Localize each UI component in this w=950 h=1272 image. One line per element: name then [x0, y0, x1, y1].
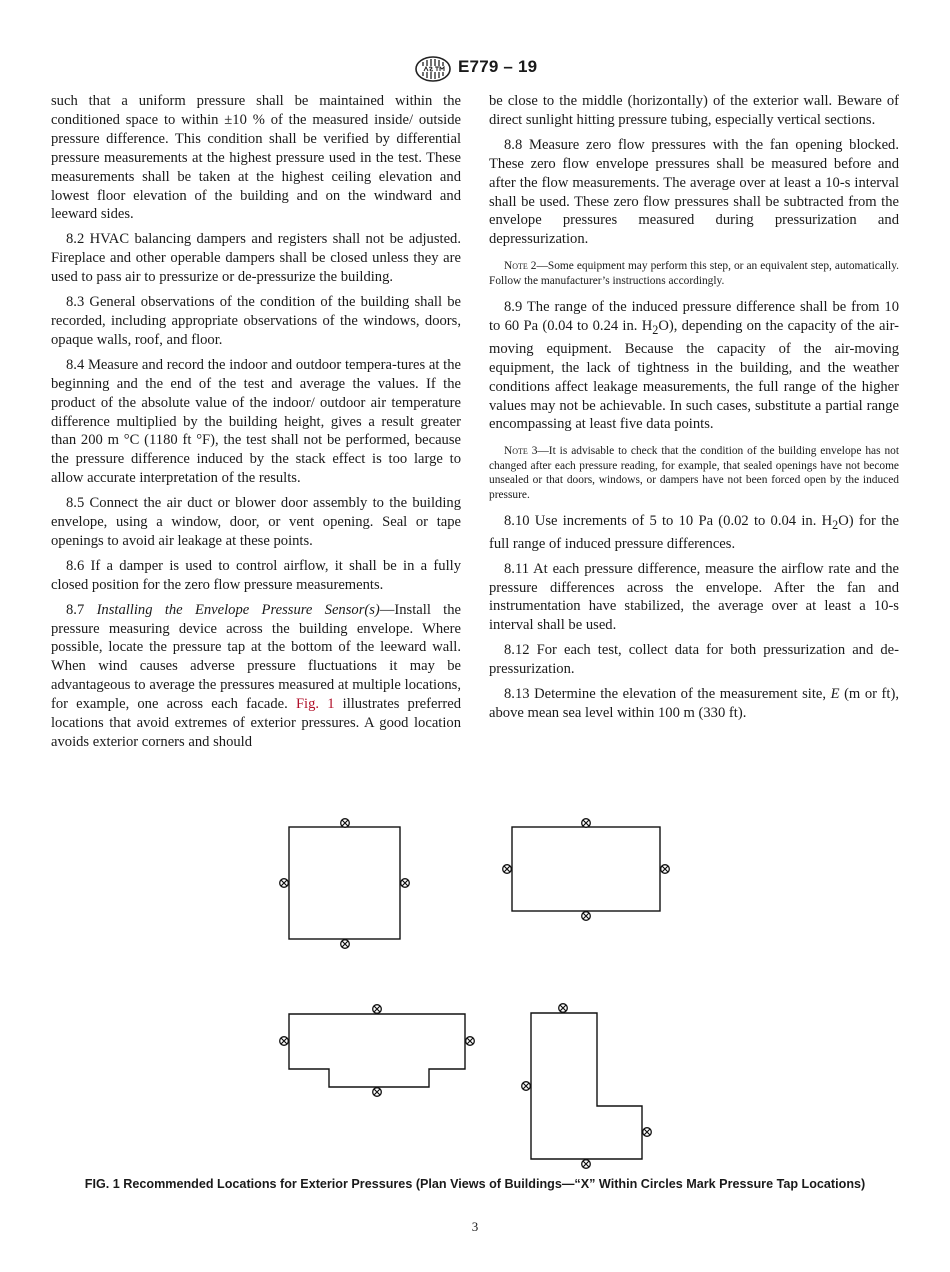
- pressure-tap-icon: [582, 912, 591, 921]
- paragraph-text: (m or ft), above mean sea level within 100 m (330 ft).: [489, 686, 899, 721]
- paragraph-8-12: 8.12 For each test, collect data for both pressurization and de-pressurization.: [489, 642, 899, 678]
- paragraph-text: 8.9 The range of the induced pressure difference shall be from 10 to 60 Pa (0.04 to 0.24 in. H: [489, 299, 899, 334]
- paragraph-8-6: 8.6 If a damper is used to control airflow, it shall be in a fully closed position for the zero flow pressure measurements.: [51, 557, 461, 593]
- page-header: [0, 56, 950, 82]
- paragraph-8-11: 8.11 At each pressure difference, measure the airflow rate and the pressure differences across the envelope. After the fan and instrumentation have stabilized, the average over at least a 10-s interval shall be used.: [489, 560, 899, 634]
- paragraph-8-5: 8.5 Connect the air duct or blower door assembly to the building envelope, using a window, door, or vent opening. Seal or tape openings to avoid air leakage at these points.: [51, 495, 461, 549]
- building-l-shaped: [522, 1004, 652, 1169]
- note-label: Note 3: [504, 445, 538, 458]
- subscript: 2: [652, 322, 659, 337]
- section-number: 8.7: [66, 601, 97, 618]
- paragraph-8-13: [489, 685, 899, 723]
- pressure-tap-icon: [280, 879, 289, 888]
- document-designation: E779 – 19: [458, 57, 538, 76]
- figure-link[interactable]: Fig. 1: [295, 696, 335, 713]
- pressure-tap-icon: [373, 1088, 382, 1097]
- pressure-tap-icon: [582, 819, 591, 828]
- paragraph-continued: be close to the middle (horizontally) of the exterior wall. Beware of direct sunlight hitting pressure tubing, especially vertical sections.: [489, 93, 899, 128]
- building-rectangle: [503, 819, 670, 921]
- pressure-tap-icon: [466, 1037, 475, 1046]
- pressure-tap-icon: [582, 1160, 591, 1169]
- paragraph-8-10: [489, 512, 899, 554]
- paragraph-8-7: [51, 601, 461, 752]
- pressure-tap-icon: [643, 1128, 652, 1137]
- pressure-tap-icon: [373, 1005, 382, 1014]
- pressure-tap-icon: [401, 879, 410, 888]
- variable-e: E: [830, 686, 840, 703]
- note-text: —It is advisable to check that the condition of the building envelope has not changed after each pressure reading, for example, that sealed openings have not become unsealed or that doors, windows, or dampers have not been forced open by the induced pressure.: [489, 445, 899, 501]
- building-square: [280, 819, 410, 949]
- figure-caption: FIG. 1 Recommended Locations for Exterior Pressures (Plan Views of Buildings—“X” Within Circles Mark Pressure Tap Locations): [84, 1177, 866, 1191]
- paragraph-text: 8.13 Determine the elevation of the measurement site,: [504, 686, 831, 703]
- note-3: [489, 444, 899, 502]
- pressure-tap-icon: [341, 819, 350, 828]
- paragraph-text: O) for the full range of induced pressure differences.: [489, 512, 899, 552]
- paragraph-8-8: 8.8 Measure zero flow pressures with the fan opening blocked. These zero flow envelope pressures shall be measured before and after the flow measurements. The average over at least a 10-s interval shall be used. These zero flow pressures shall be subtracted from the envelope pressures measured during pressurization and depressurization.: [489, 136, 899, 248]
- note-2: [489, 259, 899, 288]
- right-column: [489, 92, 899, 729]
- paragraph-text: O), depending on the capacity of the air-moving equipment. Because the capacity of the air-moving equipment, the lack of tightness in the building, and the weather conditions affect leakage measurements, the full range of the higher values may not be achievable. In such cases, substitute a partial range encompassing at least five data points.: [489, 317, 899, 433]
- section-title: Installing the Envelope Pressure Sensor(s): [96, 601, 380, 618]
- pressure-tap-icon: [280, 1037, 289, 1046]
- paragraph-continued: such that a uniform pressure shall be maintained within the conditioned space to within ±10 % of the measured inside/ outside pressure difference. This condition shall be verified by differential pressure measurements at the highest pressure used in the test. These measurements shall be taken at the highest ceiling elevation and lowest floor elevation of the building and on the windward and leeward sides.: [51, 93, 461, 223]
- building-stepped: [280, 1005, 475, 1097]
- paragraph-8-9: [489, 298, 899, 434]
- pressure-tap-icon: [559, 1004, 568, 1013]
- subscript: 2: [832, 517, 839, 532]
- paragraph-8-3: 8.3 General observations of the condition of the building shall be recorded, including appropriate observations of the windows, doors, opaque walls, roof, and floor.: [51, 294, 461, 348]
- paragraph-text: illustrates preferred locations that avoid extremes of exterior pressures. A good location avoids exterior corners and should: [51, 696, 461, 750]
- paragraph-text: 8.10 Use increments of 5 to 10 Pa (0.02 to 0.04 in. H: [504, 512, 833, 529]
- note-text: —Some equipment may perform this step, or an equivalent step, automatically. Follow the manufacturer’s instructions accordingly.: [489, 260, 899, 287]
- pressure-tap-icon: [661, 865, 670, 874]
- paragraph-text: —Install the pressure measuring device across the building envelope. Where possible, locate the pressure tap at the bottom of the leeward wall. When wind causes adverse pressure fluctuations it may be advantageous to average the pressures measured at multiple locations, for example, one across each facade.: [51, 601, 462, 713]
- pressure-tap-icon: [341, 940, 350, 949]
- page-number: 3: [471, 1219, 479, 1234]
- pressure-tap-icon: [503, 865, 512, 874]
- figure-1-plan-views: [0, 810, 950, 1180]
- pressure-tap-icon: [522, 1082, 531, 1091]
- paragraph-8-2: 8.2 HVAC balancing dampers and registers shall not be adjusted. Fireplace and other operable dampers shall be closed unless they are used to pass air to pressurize or de-pressurize the building.: [51, 231, 461, 286]
- astm-logo-icon: [414, 56, 452, 82]
- paragraph-8-4: 8.4 Measure and record the indoor and outdoor tempera-tures at the beginning and the end of the test and average the values. If the product of the absolute value of the indoor/ outdoor air temperature difference multiplied by the building height, gives a result greater than 200 m °C (1180 ft °F), the test shall not be performed, because the pressure difference induced by the stack effect is too large to allow accurate interpretation of the results.: [51, 356, 461, 487]
- note-label: Note 2: [504, 260, 537, 273]
- left-column: [51, 92, 461, 758]
